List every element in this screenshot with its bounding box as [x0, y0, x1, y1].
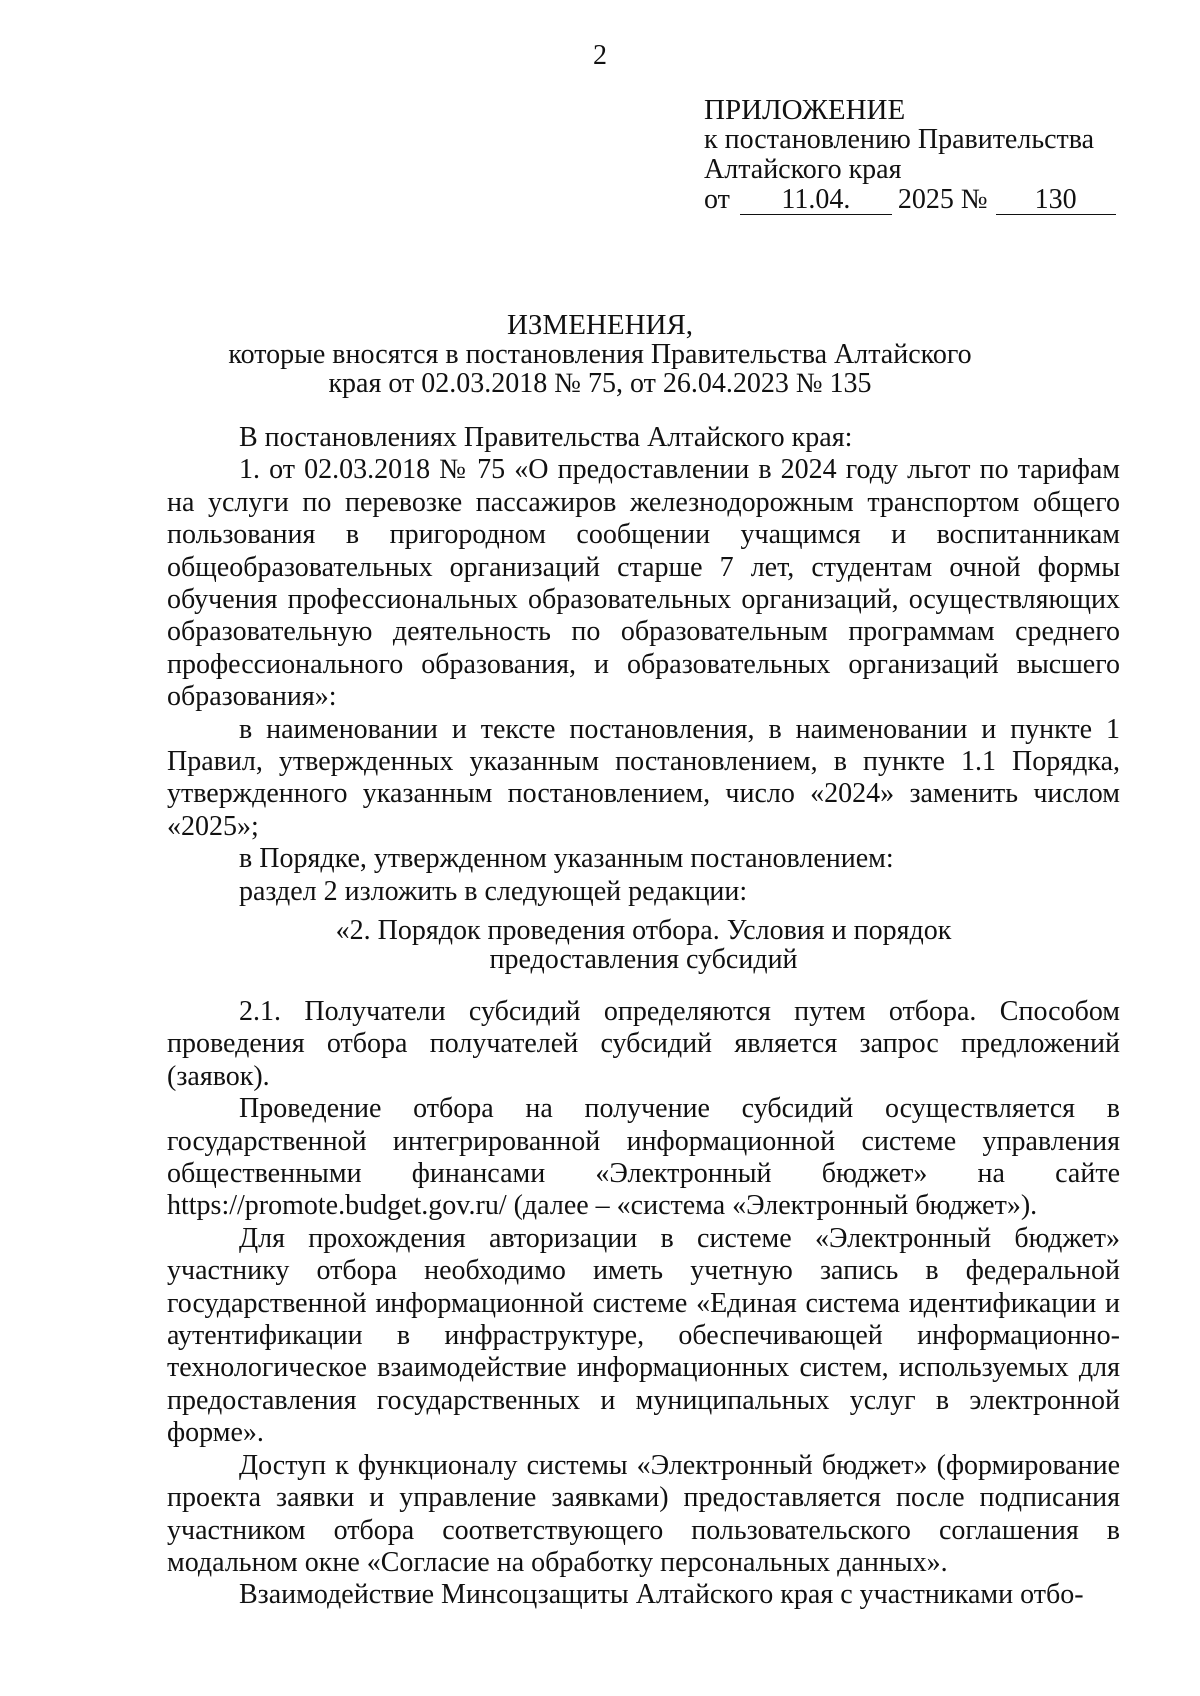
- changes-subtitle: [0, 340, 1200, 398]
- section-heading-line-1: «2. Порядок проведения отбора. Условия и порядок: [335, 915, 952, 946]
- appendix-block: [704, 95, 1116, 215]
- changes-title: ИЗМЕНЕНИЯ,: [506, 309, 694, 341]
- section-heading-line-2: предоставления субсидий: [489, 944, 798, 975]
- year-text: 2025 №: [897, 184, 988, 215]
- paragraph: Проведение отбора на получение субсидий осуществляется в государственной интегрированной информационной системе управления общественными финансами «Электронный бюджет» на сайте https://promote.budget.gov.ru/ (далее – «система «Электронный бюджет»).: [167, 1093, 1120, 1222]
- document-number: 130: [996, 186, 1116, 215]
- body-text-block-1: [167, 422, 1120, 908]
- section-heading: [167, 916, 1120, 974]
- changes-subtitle-line-2: края от 02.03.2018 № 75, от 26.04.2023 № 135: [328, 368, 872, 399]
- body-text-block-2: [167, 996, 1120, 1612]
- paragraph: в наименовании и тексте постановления, в наименовании и пункте 1 Правил, утвержденных указанным постановлением, в пункте 1.1 Порядка, утвержденного указанным постановлением, число «2024» заменить числом «2025»;: [167, 713, 1120, 842]
- paragraph: Для прохождения авторизации в системе «Электронный бюджет» участнику отбора необходимо иметь учетную запись в федеральной государственной информационной системе «Единая система идентификации и аутентификации в инфраструктуре, обеспечивающей информационно-технологическое взаимодействие информационных систем, используемых для предоставления государственных и муниципальных услуг в электронной форме».: [167, 1222, 1120, 1449]
- appendix-line-1: к постановлению Правительства: [704, 124, 1095, 155]
- paragraph: Доступ к функционалу системы «Электронный бюджет» (формирование проекта заявки и управление заявками) предоставляется после подписания участником отбора соответствующего пользовательского соглашения в модальном окне «Согласие на обработку персональных данных».: [167, 1449, 1120, 1578]
- appendix-line-2: Алтайского края: [704, 154, 902, 185]
- paragraph: В постановлениях Правительства Алтайского края:: [239, 422, 853, 453]
- date-value: 11.04.: [740, 186, 892, 215]
- paragraph: в Порядке, утвержденном указанным постановлением:: [239, 843, 894, 875]
- date-prefix: от: [704, 184, 730, 215]
- changes-subtitle-line-1: которые вносятся в постановления Правительства Алтайского: [228, 339, 972, 370]
- appendix-date-row: [704, 185, 1116, 215]
- paragraph: 1. от 02.03.2018 № 75 «О предоставлении в 2024 году льгот по тарифам на услуги по перевозке пассажиров железнодорожным транспортом общего пользования в пригородном сообщении учащимся и воспитанникам общеобразовательных организаций старше 7 лет, студентам очной формы обучения профессиональных образовательных организаций, осуществляющих образовательную деятельность по образовательным программам среднего профессионального образования, и образовательных организаций высшего образования»:: [167, 454, 1120, 713]
- page-number: 2: [593, 40, 607, 71]
- appendix-title: ПРИЛОЖЕНИЕ: [704, 94, 906, 126]
- paragraph: Взаимодействие Минсоцзащиты Алтайского края с участниками отбо-: [239, 1579, 1084, 1611]
- paragraph: раздел 2 изложить в следующей редакции:: [239, 875, 748, 907]
- paragraph: 2.1. Получатели субсидий определяются путем отбора. Способом проведения отбора получателей субсидий является запрос предложений (заявок).: [167, 996, 1120, 1092]
